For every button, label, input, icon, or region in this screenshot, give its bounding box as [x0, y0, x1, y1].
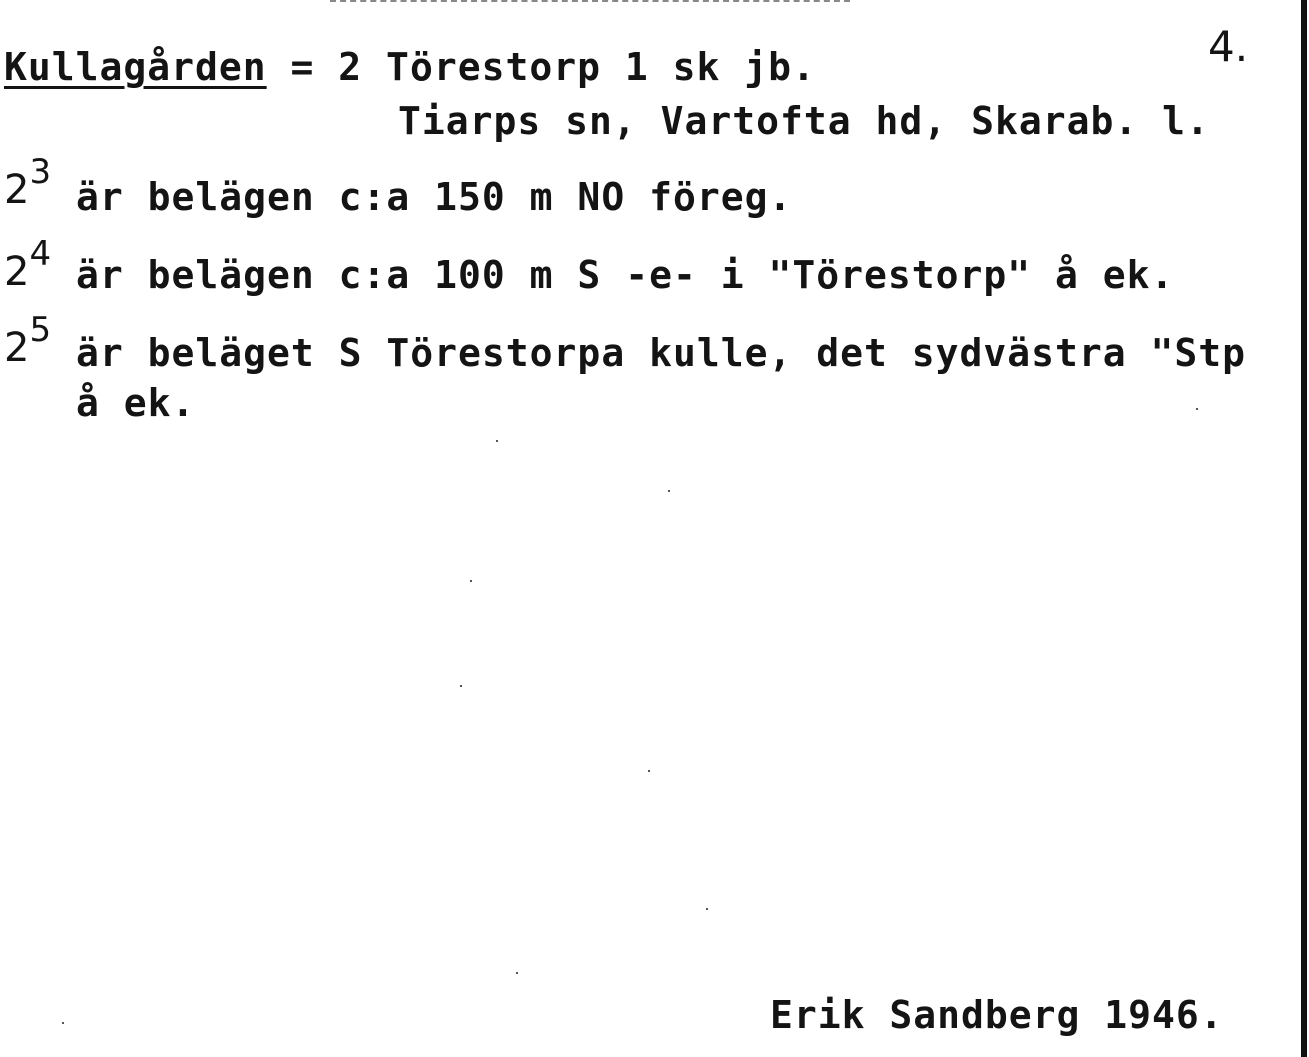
entry-ref-3: $2^5$: [4, 310, 52, 371]
scan-speck: [62, 1022, 64, 1024]
top-edge-marks: [330, 0, 850, 5]
scan-speck: [668, 490, 670, 492]
scan-speck: [648, 770, 650, 772]
scan-speck: [470, 580, 472, 582]
scan-speck: [460, 685, 462, 687]
scan-speck: [496, 440, 498, 442]
heading-equivalence: = 2 Törestorp 1 sk jb.: [266, 45, 816, 89]
card-right-edge: [1301, 0, 1307, 1057]
entry-text-3-continuation: å ek.: [76, 381, 196, 425]
scan-speck: [706, 908, 708, 910]
entry-ref-1: $2^3$: [4, 152, 52, 213]
signature: Erik Sandberg 1946.: [770, 993, 1224, 1037]
scan-speck: [516, 972, 518, 974]
card-number: 4.: [1208, 22, 1249, 71]
scan-speck: [1196, 408, 1198, 410]
place-name: Kullagården: [4, 45, 267, 89]
entry-text-1: är belägen c:a 150 m NO föreg.: [76, 175, 793, 219]
heading-line: [4, 45, 816, 89]
entry-text-3: är beläget S Törestorpa kulle, det sydvästra "Stp: [76, 331, 1247, 375]
entry-ref-2: $2^4$: [4, 234, 52, 295]
location-line: Tiarps sn, Vartofta hd, Skarab. l.: [398, 99, 1210, 143]
entry-text-2: är belägen c:a 100 m S -e- i "Törestorp" å ek.: [76, 253, 1175, 297]
